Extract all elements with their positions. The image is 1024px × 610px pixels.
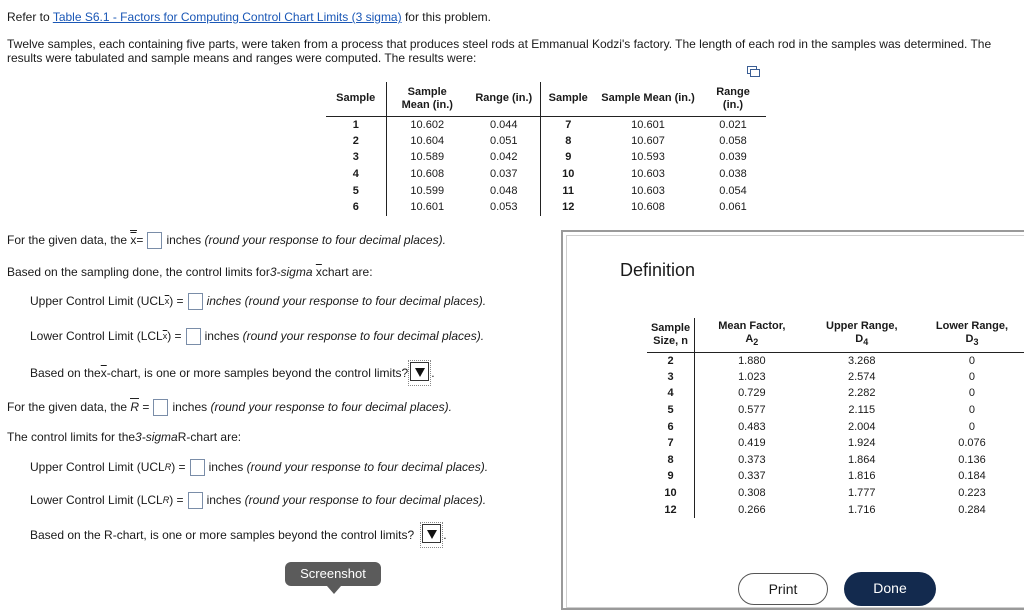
table-cell: 0.061 [719, 200, 747, 213]
table-cell: 10 [647, 485, 695, 502]
sub-symbol: $\overline{x}$ [162, 331, 168, 341]
table-cell: 0 [968, 420, 976, 433]
table-row [647, 352, 1024, 369]
table-row [647, 485, 1024, 502]
question-lcl-x: Lower Control Limit (LCL $\overline{x}$ ) = inches (round your response to four decimal places). [30, 329, 485, 343]
q-italic: 3-sigma [135, 430, 178, 444]
rbar-symbol [130, 400, 139, 414]
intro-suffix: for this problem. [401, 10, 491, 24]
lcl-x-input[interactable] [186, 328, 201, 345]
q-text: -chart, is one or more samples beyond the control limits? [106, 366, 409, 380]
round-note: (round your response to four decimal places). [244, 294, 487, 308]
table-row [326, 182, 766, 199]
col-header-sample-2: Sample [548, 92, 588, 105]
table-cell: 6 [647, 418, 695, 435]
factors-table-link[interactable]: Table S6.1 - Factors for Computing Control Chart Limits (3 sigma) [52, 10, 402, 24]
table-row [647, 452, 1024, 469]
table-cell: 6 [326, 199, 386, 216]
sub-symbol: $\overline{x}$ [164, 296, 170, 306]
table-cell: 2.574 [848, 370, 876, 383]
copy-icon[interactable] [747, 66, 760, 78]
table-cell: 5 [647, 402, 695, 419]
table-cell: 0.419 [738, 437, 766, 450]
table-cell: 0 [968, 354, 976, 367]
question-xchart-beyond: Based on the $\overline{x}$ -chart, is one or more samples beyond the control limits? . [30, 363, 435, 383]
ucl-r-input[interactable] [190, 459, 205, 476]
table-cell: 2.282 [848, 387, 876, 400]
table-cell: 10.607 [631, 134, 665, 147]
table-cell: 9 [565, 151, 572, 164]
table-cell: 1.777 [848, 487, 876, 500]
round-note: (round your response to four decimal places). [204, 233, 446, 247]
table-row [326, 116, 766, 133]
table-cell: 0.053 [468, 199, 540, 216]
table-cell: 0.308 [738, 487, 766, 500]
q-text: For the given data, the [7, 233, 128, 247]
question-ucl-r: Upper Control Limit (UCL R ) = inches (round your response to four decimal places). [30, 460, 489, 474]
table-cell: 0.337 [738, 470, 766, 483]
table-cell: 0.577 [738, 404, 766, 417]
table-cell: 0.039 [719, 151, 747, 164]
table-cell: 4 [326, 166, 386, 183]
question-lcl-r: Lower Control Limit (LCL R ) = inches (round your response to four decimal places). [30, 493, 487, 507]
table-cell: 1.924 [848, 437, 876, 450]
table-cell: 0.044 [468, 116, 540, 133]
question-rchart-beyond: Based on the R-chart, is one or more samples beyond the control limits? . [30, 525, 447, 545]
table-cell: 1.816 [848, 470, 876, 483]
q-text: Based on the sampling done, the control limits for [7, 265, 270, 279]
table-row [326, 199, 766, 216]
table-cell: 4 [647, 385, 695, 402]
table-cell: 0.729 [738, 387, 766, 400]
table-row [647, 402, 1024, 419]
table-cell: 8 [565, 134, 572, 147]
table-cell: 2 [326, 133, 386, 150]
x-symbol: $\overline{x}$ [315, 265, 322, 279]
table-cell: 1.880 [738, 354, 766, 367]
chevron-down-icon [422, 524, 441, 543]
q-text: The control limits for the [7, 430, 136, 444]
table-cell: 10.603 [631, 168, 665, 181]
table-cell: 0.051 [468, 133, 540, 150]
x-symbol: $\overline{x}$ [130, 233, 137, 247]
sample-data-table [326, 82, 766, 216]
table-cell: 2 [647, 352, 695, 369]
q-italic: 3-sigma [269, 265, 313, 279]
table-cell: 5 [326, 182, 386, 199]
table-cell: 10 [562, 168, 575, 181]
intro-prefix: Refer to [7, 10, 53, 24]
round-note: (round your response to four decimal places). [242, 329, 485, 343]
table-cell: 0.223 [958, 487, 986, 500]
problem-text: Twelve samples, each containing five parts, were taken from a process that produces steel rods at Emmanual Kodzi's factory. The length of each rod in the samples was determined. The results were tabulated and sample means and ranges were computed. The results were: [7, 37, 992, 65]
q-text: Lower Control Limit (LCL [30, 329, 163, 343]
col-header-mean-1: Sample Mean (in.) [401, 85, 453, 111]
table-cell: 0.076 [958, 437, 986, 450]
table-cell: 10.602 [410, 118, 445, 131]
table-cell: 9 [647, 468, 695, 485]
inches-label: inches [172, 400, 208, 414]
r-symbol: R [130, 400, 140, 414]
table-cell: 0.136 [958, 453, 986, 466]
question-ucl-x: Upper Control Limit (UCL $\overline{x}$ ) = inches (round your response to four decimal places). [30, 294, 487, 308]
table-cell: 0 [968, 387, 976, 400]
factors-table [647, 318, 1024, 518]
ucl-x-input[interactable] [188, 293, 203, 310]
round-note: (round your response to four decimal places). [246, 460, 489, 474]
table-cell: 12 [562, 200, 575, 213]
table-cell: 0.021 [719, 118, 747, 131]
table-cell: 2.115 [848, 404, 876, 417]
table-cell: 10.601 [631, 118, 665, 131]
lcl-r-input[interactable] [188, 492, 203, 509]
table-cell: 3 [326, 149, 386, 166]
col-header-mean-2: Sample Mean (in.) [601, 92, 695, 105]
q-text: Upper Control Limit (UCL [30, 460, 165, 474]
q-text: chart are: [321, 265, 373, 279]
print-button[interactable]: Print [738, 573, 828, 605]
inches-label: inches [204, 329, 240, 343]
table-cell: 0.184 [958, 470, 986, 483]
table-cell: 10.593 [631, 151, 665, 164]
table-cell: 0.266 [738, 503, 766, 516]
col-header-d4: Upper Range, $D_4$ [826, 320, 898, 348]
table-cell: 0.054 [719, 184, 747, 197]
inches-label: inches [206, 493, 242, 507]
question-rchart-limits [7, 427, 241, 447]
rchart-dropdown[interactable] [420, 522, 443, 548]
table-cell: 10.604 [410, 134, 445, 147]
table-cell: 0.037 [468, 166, 540, 183]
table-cell: 10.608 [410, 168, 445, 181]
definition-panel [561, 230, 1024, 610]
table-row [647, 369, 1024, 386]
x-symbol: $\overline{x}$ [100, 366, 107, 380]
table-cell: 0.042 [468, 149, 540, 166]
table-cell: 8 [647, 452, 695, 469]
table-cell: 2.004 [848, 420, 876, 433]
table-cell: 0.483 [738, 420, 766, 433]
chevron-down-icon [410, 362, 429, 381]
table-cell: 7 [647, 435, 695, 452]
table-cell: 0 [968, 404, 976, 417]
inches-label: inches [206, 294, 242, 308]
table-row [326, 133, 766, 150]
xchart-dropdown[interactable] [408, 360, 431, 386]
table-cell: 11 [562, 184, 575, 197]
question-rbar: For the given data, the R = inches (round your response to four decimal places). [7, 400, 452, 414]
question-xbarbar [7, 230, 446, 250]
q-text: Upper Control Limit (UCL [30, 294, 165, 308]
q-text: inches [166, 233, 202, 247]
table-cell: 0.373 [738, 453, 766, 466]
table-cell: 0.038 [719, 168, 747, 181]
col-header-d3: Lower Range, $D_3$ [935, 320, 1009, 348]
col-header-a2: Mean Factor, $A_2$ [718, 320, 786, 348]
screenshot-tooltip: Screenshot [285, 562, 381, 586]
round-note: (round your response to four decimal places). [210, 400, 452, 414]
table-cell: 10.601 [410, 200, 445, 213]
table-cell: 12 [647, 501, 695, 518]
col-header-range-2: Range (in.) [716, 85, 750, 111]
q-eq: = [136, 233, 144, 247]
definition-title: Definition [620, 260, 696, 280]
table-cell: 0 [968, 370, 976, 383]
question-limits-xbar [7, 262, 373, 282]
sample-table-header [326, 82, 766, 116]
q-text: Based on the [30, 366, 101, 380]
table-row [326, 149, 766, 166]
table-cell: 0.284 [958, 503, 986, 516]
col-header-range-1: Range (in.) [468, 82, 540, 116]
table-cell: 10.589 [410, 151, 445, 164]
table-cell: 1.023 [738, 370, 766, 383]
q-text: Based on the R-chart, is one or more samples beyond the control limits? [30, 528, 415, 542]
table-row [647, 501, 1024, 518]
table-cell: 1.864 [848, 453, 876, 466]
q-text: R-chart are: [177, 430, 242, 444]
table-row [647, 435, 1024, 452]
table-cell: 10.608 [631, 200, 665, 213]
inches-label: inches [208, 460, 244, 474]
table-cell: 3 [647, 369, 695, 386]
table-cell: 0.058 [719, 134, 747, 147]
table-cell: 0.048 [468, 182, 540, 199]
round-note: (round your response to four decimal places). [244, 493, 487, 507]
xbarbar-symbol [130, 233, 136, 247]
done-button[interactable]: Done [844, 572, 936, 606]
factors-table-header [647, 318, 1024, 352]
xbarbar-input[interactable] [147, 232, 162, 249]
rbar-input[interactable] [153, 399, 168, 416]
table-cell: 1 [326, 116, 386, 133]
table-cell: 7 [565, 118, 572, 131]
q-text: For the given data, the [7, 400, 128, 414]
col-header-sample-size: Sample Size, n [647, 318, 695, 352]
table-row [647, 468, 1024, 485]
table-cell: 1.716 [848, 503, 876, 516]
table-cell: 10.599 [410, 184, 445, 197]
table-row [647, 418, 1024, 435]
table-row [647, 385, 1024, 402]
col-header-sample-1: Sample [326, 82, 386, 116]
table-cell: 10.603 [631, 184, 665, 197]
q-text: Lower Control Limit (LCL [30, 493, 163, 507]
table-row [326, 166, 766, 183]
table-cell: 3.268 [848, 354, 876, 367]
